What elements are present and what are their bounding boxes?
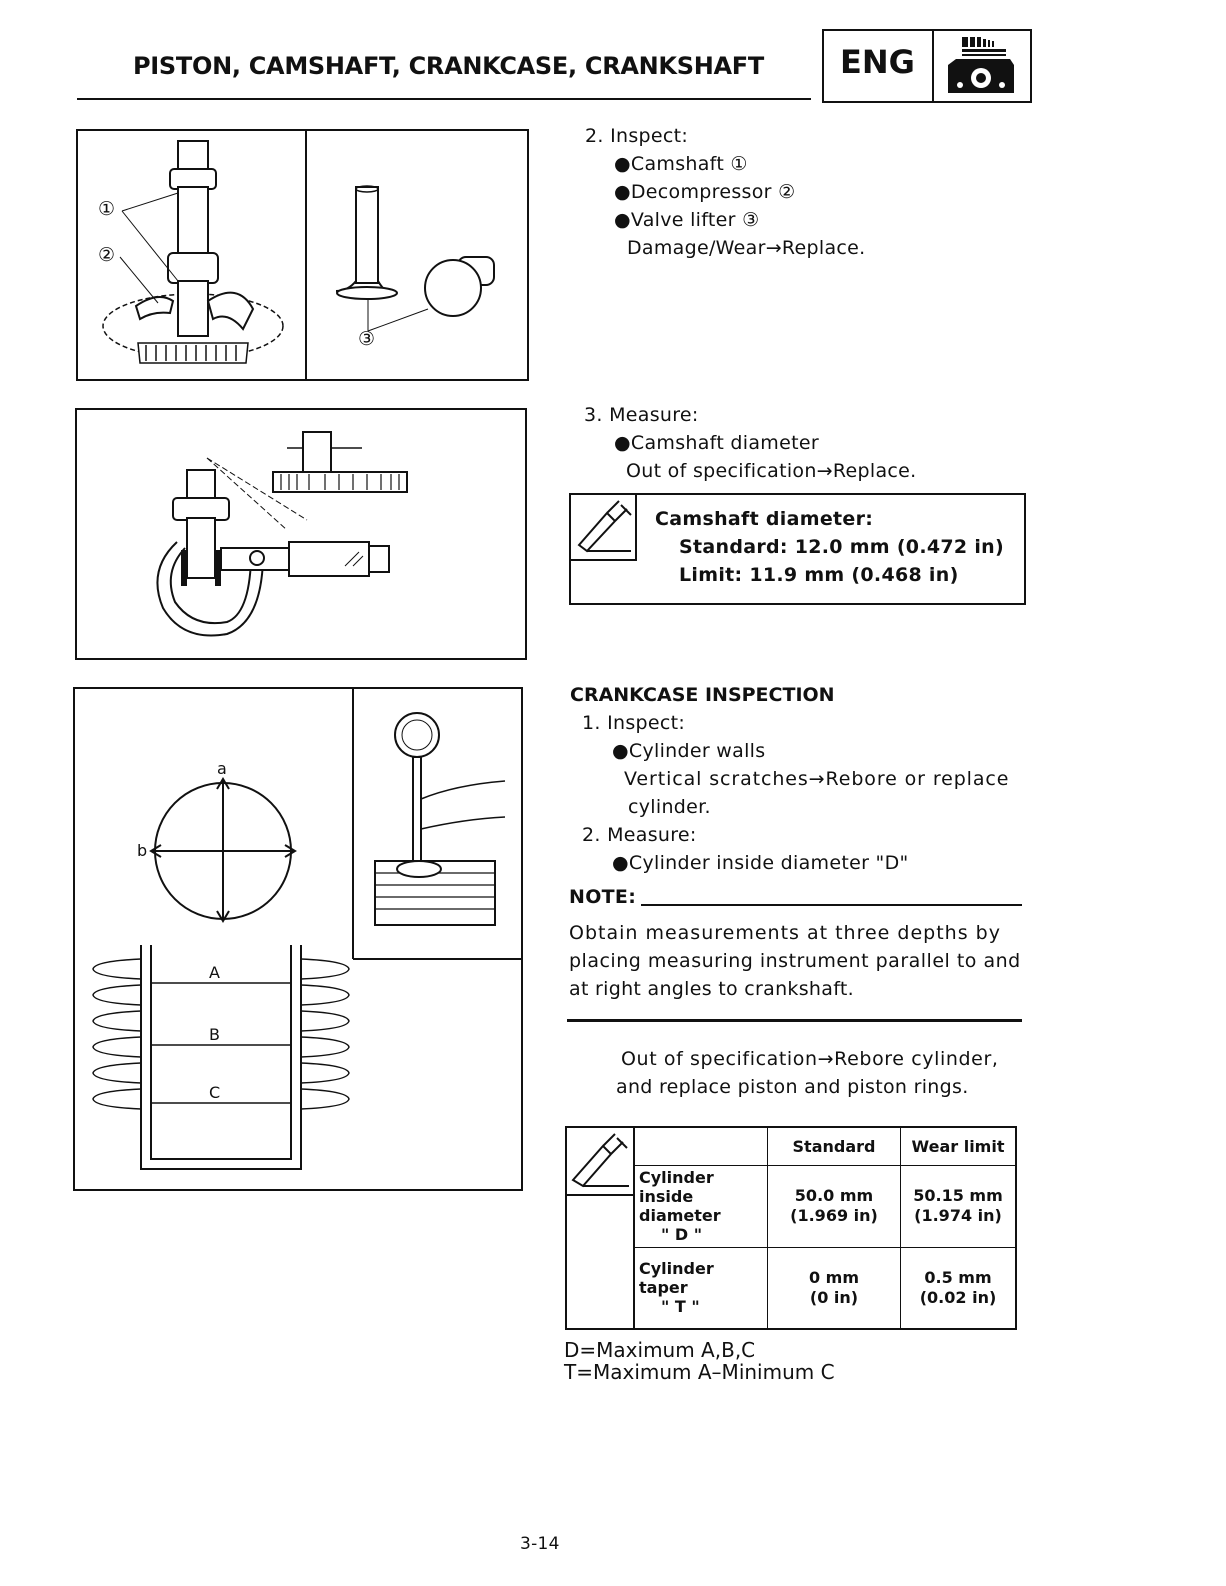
oos-line2: and replace piston and piston rings. — [616, 1076, 969, 1098]
note-rule — [641, 904, 1022, 906]
crankcase-heading: CRANKCASE INSPECTION — [570, 684, 835, 706]
page-title: PISTON, CAMSHAFT, CRANKCASE, CRANKSHAFT — [133, 52, 764, 80]
note-label: NOTE: — [569, 886, 637, 908]
row-symbol: " T " — [661, 1297, 700, 1317]
row-limit-mm: 0.5 mm — [924, 1267, 992, 1287]
caliper-icon — [567, 1128, 633, 1196]
micrometer-figure — [75, 408, 527, 660]
spec-limit: Limit: 11.9 mm (0.468 in) — [679, 564, 959, 586]
row-name-line2: taper — [639, 1278, 688, 1298]
row-name-line1: Cylinder — [639, 1259, 714, 1279]
inspect-action: Damage/Wear→Replace. — [627, 237, 866, 259]
camshaft-figure — [76, 129, 529, 381]
crankcase-step1: 1. Inspect: — [582, 712, 686, 734]
measure-item: ●Camshaft diameter — [614, 432, 819, 454]
engine-icon — [938, 35, 1026, 97]
callout-3: ③ — [358, 328, 376, 350]
oos-line1: Out of specification→Rebore cylinder, — [621, 1048, 999, 1070]
note-end-rule — [567, 1019, 1022, 1022]
spec-standard: Standard: 12.0 mm (0.472 in) — [679, 536, 1004, 558]
inspect-item-camshaft: ●Camshaft ① — [614, 153, 748, 175]
callout-2: ② — [98, 244, 116, 266]
row-limit-mm: 50.15 mm — [913, 1186, 1003, 1205]
row-standard-mm: 0 mm — [808, 1267, 860, 1287]
note-line1: Obtain measurements at three depths by — [569, 922, 1001, 944]
crankcase-step2: 2. Measure: — [582, 824, 697, 846]
row-limit-in: (1.974 in) — [914, 1206, 1002, 1225]
header-wear-limit: Wear limit — [901, 1127, 1017, 1165]
label-A: A — [209, 963, 221, 982]
header-standard: Standard — [768, 1127, 901, 1165]
cylinder-figure — [73, 687, 523, 1191]
table-row — [566, 1247, 1016, 1329]
title-rule — [77, 98, 811, 100]
label-b: b — [137, 841, 148, 860]
inspect-item-valve-lifter: ●Valve lifter ③ — [614, 209, 760, 231]
inspect-step: 2. Inspect: — [585, 125, 689, 147]
section-tag-divider — [932, 31, 934, 101]
crankcase-item2: ●Cylinder inside diameter "D" — [612, 852, 909, 874]
section-tag-box — [822, 29, 1032, 103]
caliper-icon — [571, 495, 637, 561]
page-number: 3-14 — [520, 1534, 560, 1554]
crankcase-action1-line2: cylinder. — [628, 796, 711, 818]
row-name-line2: diameter — [639, 1206, 721, 1225]
label-B: B — [209, 1025, 221, 1044]
camshaft-spec-box — [569, 493, 1026, 605]
crankcase-item1: ●Cylinder walls — [612, 740, 766, 762]
callout-1: ① — [98, 198, 116, 220]
row-symbol: " D " — [661, 1225, 703, 1244]
row-limit-in: (0.02 in) — [919, 1287, 997, 1307]
row-standard-mm: 50.0 mm — [794, 1186, 874, 1205]
spec-table-icon-cell — [566, 1127, 634, 1329]
measure-action: Out of specification→Replace. — [626, 460, 917, 482]
spec-table-corner — [634, 1127, 768, 1165]
crankcase-action1-line1: Vertical scratches→Rebore or replace — [624, 768, 1010, 790]
table-row — [566, 1165, 1016, 1247]
row-name-line1: Cylinder inside — [639, 1168, 714, 1206]
note-line3: at right angles to crankshaft. — [569, 978, 854, 1000]
label-a: a — [217, 759, 228, 778]
inspect-item-decompressor: ●Decompressor ② — [614, 181, 796, 203]
row-standard-in: (1.969 in) — [790, 1206, 878, 1225]
measure-step: 3. Measure: — [584, 404, 699, 426]
spec-title: Camshaft diameter: — [655, 508, 874, 530]
note-line2: placing measuring instrument parallel to and — [569, 950, 1021, 972]
label-C: C — [209, 1083, 221, 1102]
formula-d: D=Maximum A,B,C — [564, 1338, 756, 1362]
row-standard-in: (0 in) — [809, 1287, 859, 1307]
section-tag: ENG — [840, 43, 915, 81]
cylinder-spec-table — [565, 1126, 1017, 1330]
formula-t: T=Maximum A–Minimum C — [564, 1360, 835, 1384]
